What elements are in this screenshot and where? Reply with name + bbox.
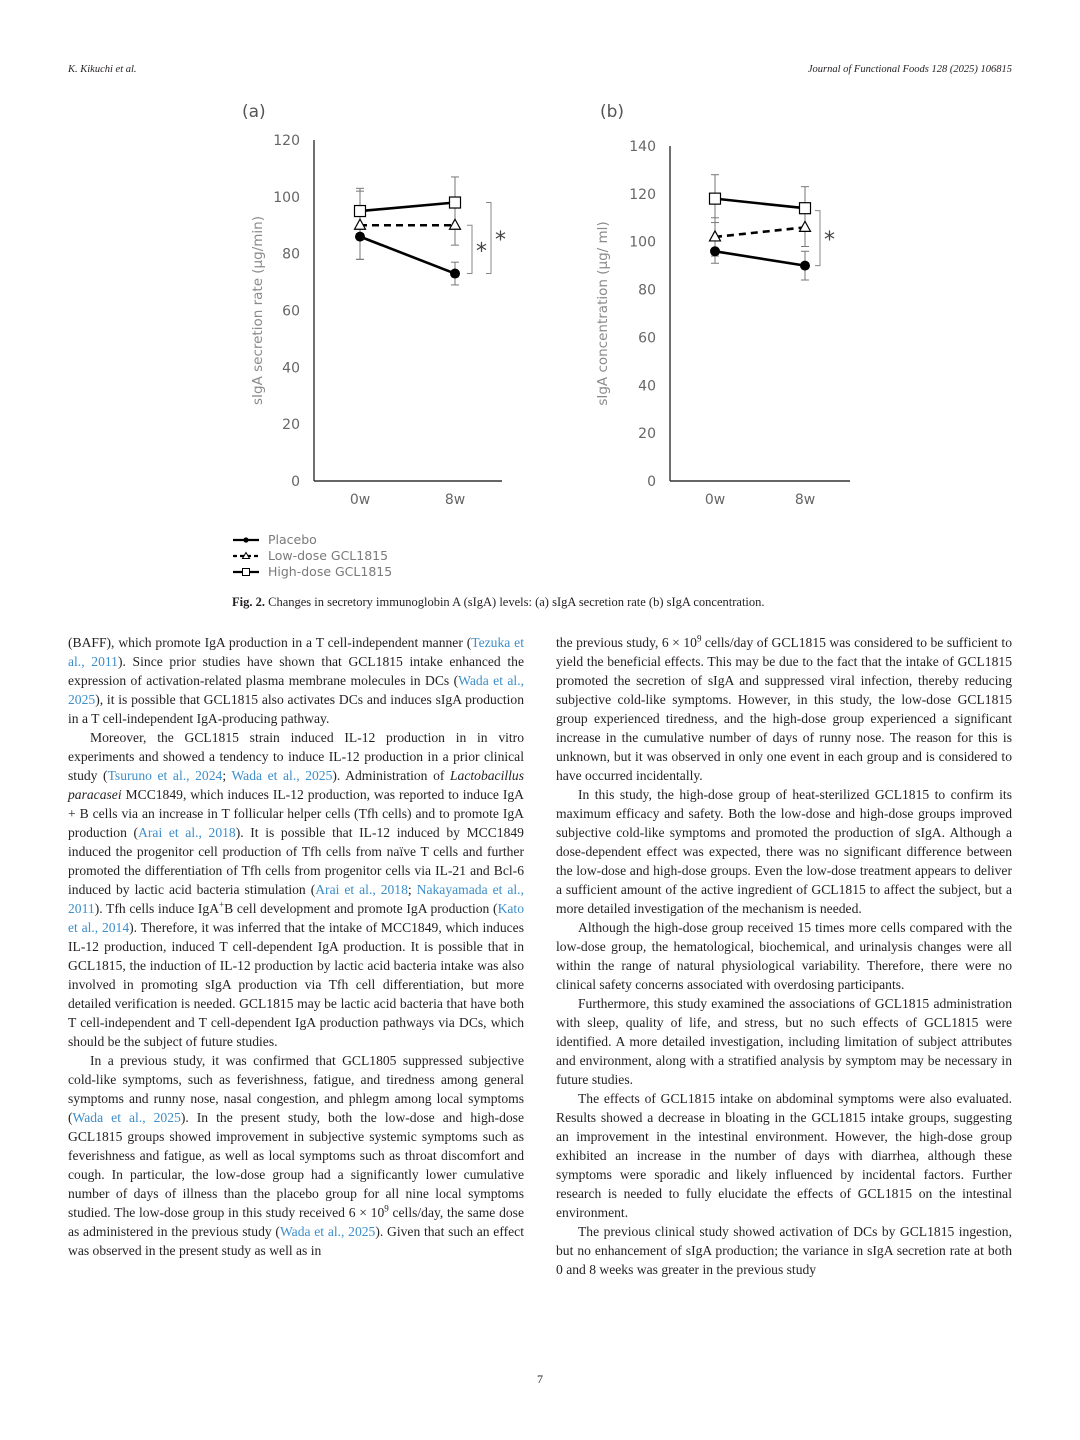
paragraph	[68, 728, 524, 1051]
filled-circle-marker-icon	[710, 246, 720, 256]
text-run: ). Administration of	[332, 768, 450, 783]
panel-label: (a)	[242, 102, 266, 122]
citation-link[interactable]: Tsuruno et al., 2024	[107, 768, 223, 783]
legend-item-high-dose	[232, 564, 392, 580]
paragraph	[556, 918, 1012, 994]
citation-link[interactable]: Nakayamada et al., 2011	[68, 882, 524, 916]
y-tick-label: 100	[273, 189, 300, 206]
filled-circle-marker-icon	[450, 269, 460, 279]
legend-label: Low-dose GCL1815	[268, 548, 389, 563]
filled-circle-solid-line-icon	[232, 534, 260, 546]
text-run: cells/day, the same dose as administered in the previous study (	[68, 1205, 524, 1239]
citation-link[interactable]: Tezuka et al., 2011	[68, 635, 524, 669]
legend-item-placebo	[232, 532, 392, 548]
text-run: In a previous study, it was confirmed that GCL1805 suppressed subjective cold-like symptoms, such as feverishness, fatigue, and tiredness among general symptoms and runny nose, nasal congestion, and phlegm among local symptoms (	[68, 1053, 524, 1125]
text-run: ). Given that such an effect was observed in the present study as well as in	[68, 1224, 524, 1258]
paragraph	[556, 785, 1012, 918]
text-run: ). In the present study, both the low-dose and high-dose GCL1815 groups showed improvement in subjective systemic symptoms such as feverishness and fatigue, as well as local symptoms such as throat discomfort and cough. In particular, the low-dose group had a significantly lower cumulative number of days of illness than the placebo group for all nine local symptoms studied. The low-dose group in this study received 6 × 10	[68, 1110, 524, 1220]
open-triangle-marker-icon	[800, 221, 811, 231]
text-run: The previous clinical study showed activation of DCs by GCL1815 ingestion, but no enhancement of sIgA production; the variance in sIgA secretion rate at both 0 and 8 weeks was greater in the previous study	[556, 1224, 1012, 1277]
citation-link[interactable]: Arai et al., 2018	[138, 825, 236, 840]
y-tick-label: 140	[629, 139, 656, 155]
text-run: In this study, the high-dose group of heat-sterilized GCL1815 to confirm its maximum efficacy and safety. Both the low-dose and high-dose groups improved subjective cold-like symptoms and promoted the production of sIgA. Although a dose-dependent effect was expected, there was no significant difference between the low-dose and high-dose groups. Even the low-dose treatment appears to deliver a sufficient amount of the active ingredient of GCL1815 to affect the subject, but a more detailed investigation of the mechanism is needed.	[556, 787, 1012, 916]
chart-b-concentration	[595, 102, 850, 508]
text-run: ). Since prior studies have shown that GCL1815 intake enhanced the expression of activation-related plasma membrane molecules in DCs (	[68, 654, 524, 688]
y-tick-label: 60	[638, 330, 656, 347]
paragraph	[556, 633, 1012, 785]
text-run: ). Tfh cells induce IgA	[94, 901, 220, 916]
text-run: MCC1849, which induces IL-12 production, was reported to induce IgA + B cells via an increase in T follicular helper cells (Tfh cells) and to promote IgA production (	[68, 787, 524, 840]
y-tick-label: 80	[282, 246, 300, 263]
citation-link[interactable]: Kato et al., 2014	[68, 901, 524, 935]
open-triangle-marker-icon	[450, 219, 461, 229]
y-tick-label: 120	[629, 186, 656, 203]
figure-charts	[0, 90, 1080, 530]
text-run: ). It is possible that IL-12 induced by MCC1849 induced the progenitor cell production of Tfh cells from naïve T cells and further promoted the differentiation of Tfh cells from progenitor cells via IL-21 and Bcl-6 induced by lactic acid bacteria stimulation (	[68, 825, 524, 897]
text-run: The effects of GCL1815 intake on abdominal symptoms were also evaluated. Results showed a decrease in bloating in the GCL1815 intake groups, suggesting an improvement in the intestinal environment. However, the high-dose group exhibited an increase in the number of days with diarrhea, although these symptoms were sporadic and likely influenced by incidental factors. Further research is needed to fully elucidate the effects of GCL1815 on the intestinal environment.	[556, 1091, 1012, 1220]
figure-caption-label: Fig. 2.	[232, 595, 265, 609]
body-right-column	[556, 633, 1012, 1279]
chart-a-secretion-rate	[242, 102, 506, 508]
significance-asterisk: *	[495, 228, 506, 254]
text-run: ). Therefore, it was inferred that the intake of MCC1849, which induces IL-12 production, induced T cell-dependent IgA production. It is possible that in GCL1815, the induction of IL-12 production by lactic acid bacteria intake was also involved in promoting sIgA production via Tfh cell differentiation, but more detailed verification is needed. GCL1815 may be lactic acid bacteria that have both T cell-independent and T cell-dependent IgA production pathways via DCs, which should be the subject of future studies.	[68, 920, 524, 1049]
filled-circle-marker-icon	[800, 261, 810, 271]
running-head-authors: K. Kikuchi et al.	[68, 64, 137, 75]
y-tick-label: 80	[638, 282, 656, 299]
citation-link[interactable]: Wada et al., 2025	[231, 768, 333, 783]
y-tick-label: 20	[282, 417, 300, 434]
paragraph	[556, 1089, 1012, 1222]
x-tick-label: 0w	[349, 492, 371, 508]
open-square-marker-icon	[800, 203, 811, 214]
series-line	[360, 203, 455, 212]
figure-2	[0, 90, 1080, 590]
panel-label: (b)	[600, 102, 625, 122]
y-tick-label: 100	[629, 234, 656, 251]
running-head-journal: Journal of Functional Foods 128 (2025) 106815	[807, 64, 1012, 75]
text-run: ;	[222, 768, 232, 783]
italic-text: Lactobacillus paracasei	[68, 768, 524, 802]
series-line	[715, 199, 805, 209]
page-number: 7	[537, 1372, 543, 1386]
superscript: 9	[696, 633, 702, 644]
legend-label: High-dose GCL1815	[268, 564, 393, 579]
significance-bracket	[467, 225, 472, 273]
open-square-solid-line-icon	[232, 566, 260, 578]
text-run: Moreover, the GCL1815 strain induced IL-12 production in in vitro experiments and showed a tendency to induce IL-12 production in a prior clinical study (	[68, 730, 524, 783]
legend-label: Placebo	[268, 532, 317, 547]
superscript: +	[219, 899, 225, 910]
open-triangle-dashed-line-icon	[232, 550, 260, 562]
y-tick-label: 60	[282, 303, 300, 320]
open-square-marker-icon	[710, 193, 721, 204]
significance-asterisk: *	[824, 228, 835, 254]
filled-circle-marker-icon	[355, 232, 365, 242]
paragraph	[68, 1051, 524, 1260]
text-run: B cell development and promote IgA production (	[224, 901, 498, 916]
text-run: the previous study, 6 × 10	[556, 635, 697, 650]
paragraph	[556, 994, 1012, 1089]
significance-asterisk: *	[476, 239, 487, 265]
citation-link[interactable]: Wada et al., 2025	[68, 673, 524, 707]
paragraph	[68, 633, 524, 728]
series-line	[360, 237, 455, 274]
x-tick-label: 8w	[794, 492, 816, 508]
chart-legend	[232, 532, 392, 580]
y-tick-label: 120	[273, 133, 300, 149]
y-tick-label: 20	[638, 426, 656, 443]
series-line	[715, 251, 805, 265]
y-tick-label: 0	[291, 474, 300, 490]
text-run: (BAFF), which promote IgA production in a T cell-independent manner (	[68, 635, 472, 650]
superscript: 9	[384, 1203, 389, 1214]
citation-link[interactable]: Wada et al., 2025	[279, 1224, 376, 1239]
text-run: ;	[407, 882, 417, 897]
open-square-marker-icon	[450, 197, 461, 208]
text-run: Although the high-dose group received 15 times more cells compared with the low-dose group, the hematological, biochemical, and urinalysis changes were all within the range of natural physiological variability. Therefore, there were no clinical safety concerns associated with overdosing participants.	[556, 920, 1012, 992]
significance-bracket	[815, 211, 820, 266]
figure-caption	[232, 595, 765, 610]
open-square-marker-icon	[355, 206, 366, 217]
figure-caption-text: Changes in secretory immunoglobin A (sIgA) levels: (a) sIgA secretion rate (b) sIgA concentration.	[268, 595, 765, 609]
citation-link[interactable]: Arai et al., 2018	[315, 882, 408, 897]
text-run: Furthermore, this study examined the associations of GCL1815 administration with sleep, quality of life, and stress, but no such effects of GCL1815 were identified. A more detailed investigation, including limitation of subject attributes and environment, along with a stratified analysis by symptom may be necessary in future studies.	[556, 996, 1012, 1087]
y-tick-label: 0	[647, 474, 656, 490]
citation-link[interactable]: Wada et al., 2025	[72, 1110, 181, 1125]
legend-item-low-dose	[232, 548, 392, 564]
text-run: ), it is possible that GCL1815 also activates DCs and induces sIgA production in a T cell-independent IgA-producing pathway.	[68, 692, 524, 726]
y-tick-label: 40	[282, 360, 300, 377]
y-axis-label: sIgA concentration (μg/ ml)	[595, 221, 611, 406]
series-line	[715, 227, 805, 237]
y-tick-label: 40	[638, 378, 656, 395]
x-tick-label: 8w	[444, 492, 466, 508]
y-axis-label: sIgA secretion rate (μg/min)	[250, 216, 266, 405]
x-tick-label: 0w	[704, 492, 726, 508]
body-left-column	[68, 633, 524, 1260]
text-run: cells/day of GCL1815 was considered to be sufficient to yield the beneficial effects. This may be due to the fact that the intake of GCL1815 promoted the secretion of sIgA and suppressed viral infection, thereby reducing subjective cold-like symptoms. However, in this study, the low-dose GCL1815 group experienced tiredness, and the high-dose group experienced a significant increase in the cumulative number of days of runny nose. The reason for this is unknown, but it was observed in only one event in each group and is considered to have occurred incidentally.	[556, 635, 1012, 783]
paragraph	[556, 1222, 1012, 1279]
